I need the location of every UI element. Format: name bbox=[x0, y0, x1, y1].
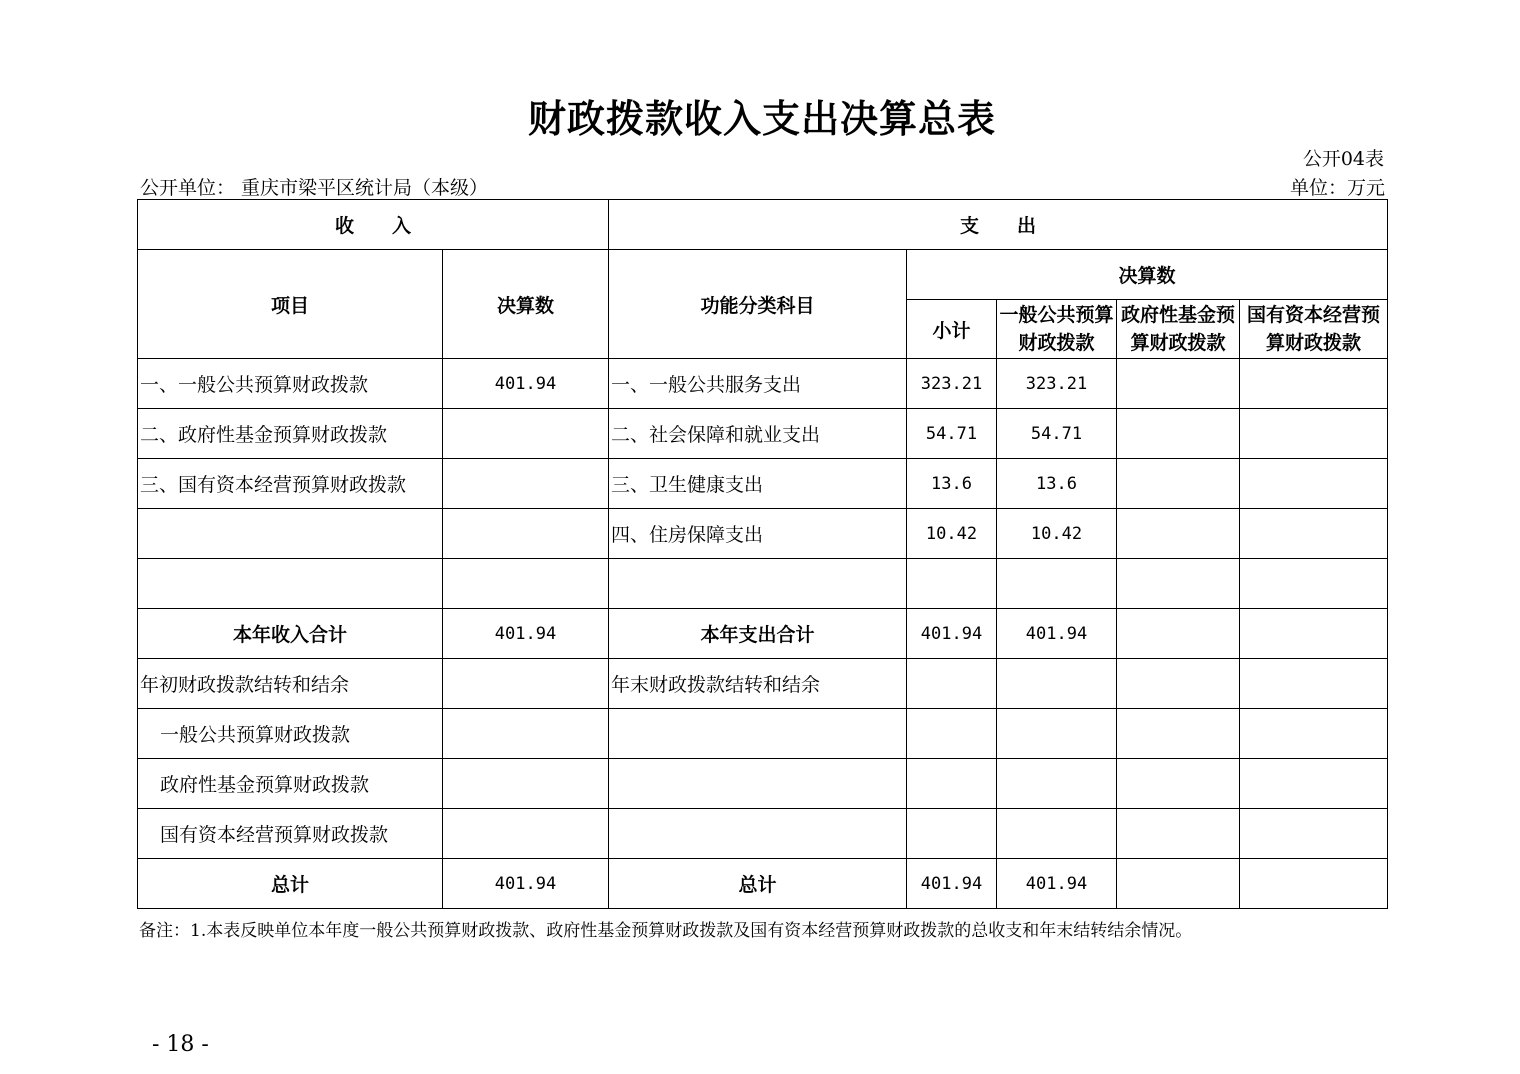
income-amount bbox=[443, 559, 609, 609]
form-number: 公开04表 bbox=[1302, 148, 1384, 170]
subtotal-value: 10.42 bbox=[907, 509, 997, 559]
expense-item: 总计 bbox=[609, 859, 907, 909]
income-item bbox=[138, 559, 443, 609]
reporting-unit: 公开单位： 重庆市梁平区统计局（本级） bbox=[140, 177, 489, 199]
table-row bbox=[138, 709, 1388, 759]
table-row bbox=[138, 659, 1388, 709]
capital-value bbox=[1240, 659, 1388, 709]
subtotal-value bbox=[907, 759, 997, 809]
fund-value bbox=[1117, 509, 1240, 559]
general-value bbox=[997, 709, 1117, 759]
function-category-header: 功能分类科目 bbox=[609, 250, 907, 359]
fund-value bbox=[1117, 559, 1240, 609]
table-row bbox=[138, 509, 1388, 559]
footnote: 备注：1.本表反映单位本年度一般公共预算财政拨款、政府性基金预算财政拨款及国有资本经营预算财政拨款的总收支和年末结转结余情况。 bbox=[139, 921, 1193, 941]
general-value bbox=[997, 759, 1117, 809]
capital-value bbox=[1240, 559, 1388, 609]
capital-value bbox=[1240, 859, 1388, 909]
subtotal-value bbox=[907, 709, 997, 759]
general-value bbox=[997, 659, 1117, 709]
fund-value bbox=[1117, 859, 1240, 909]
income-amount bbox=[443, 809, 609, 859]
income-item: 二、政府性基金预算财政拨款 bbox=[138, 409, 443, 459]
expense-item: 三、卫生健康支出 bbox=[609, 459, 907, 509]
fund-value bbox=[1117, 459, 1240, 509]
table-row bbox=[138, 409, 1388, 459]
income-amount: 401.94 bbox=[443, 859, 609, 909]
table-row bbox=[138, 609, 1388, 659]
capital-value bbox=[1240, 609, 1388, 659]
expense-header: 支 出 bbox=[609, 200, 1388, 250]
general-value: 401.94 bbox=[997, 859, 1117, 909]
general-value: 10.42 bbox=[997, 509, 1117, 559]
fund-value bbox=[1117, 359, 1240, 409]
general-value bbox=[997, 559, 1117, 609]
amount-group-header: 决算数 bbox=[907, 250, 1388, 300]
fund-value bbox=[1117, 709, 1240, 759]
income-amount bbox=[443, 459, 609, 509]
fund-value bbox=[1117, 609, 1240, 659]
general-value: 54.71 bbox=[997, 409, 1117, 459]
expense-item bbox=[609, 709, 907, 759]
general-value bbox=[997, 809, 1117, 859]
general-value: 13.6 bbox=[997, 459, 1117, 509]
table-row bbox=[138, 459, 1388, 509]
table-row bbox=[138, 859, 1388, 909]
page-title: 财政拨款收入支出决算总表 bbox=[527, 96, 996, 141]
subtotal-header: 小计 bbox=[907, 300, 997, 359]
capital-value bbox=[1240, 709, 1388, 759]
income-item bbox=[138, 509, 443, 559]
subtotal-value: 54.71 bbox=[907, 409, 997, 459]
fund-value bbox=[1117, 809, 1240, 859]
fund-value bbox=[1117, 409, 1240, 459]
general-value: 323.21 bbox=[997, 359, 1117, 409]
subtotal-value bbox=[907, 809, 997, 859]
income-amount: 401.94 bbox=[443, 609, 609, 659]
income-amount bbox=[443, 709, 609, 759]
page-number: - 18 - bbox=[152, 1032, 209, 1057]
income-item: 本年收入合计 bbox=[138, 609, 443, 659]
table-row bbox=[138, 559, 1388, 609]
table-row bbox=[138, 359, 1388, 409]
subtotal-value bbox=[907, 659, 997, 709]
fund-value bbox=[1117, 759, 1240, 809]
subtotal-value bbox=[907, 559, 997, 609]
capital-value bbox=[1240, 359, 1388, 409]
subtotal-value: 401.94 bbox=[907, 609, 997, 659]
gov-fund-header: 政府性基金预算财政拨款 bbox=[1117, 300, 1240, 359]
state-capital-header: 国有资本经营预算财政拨款 bbox=[1240, 300, 1388, 359]
table-row bbox=[138, 759, 1388, 809]
expense-item: 四、住房保障支出 bbox=[609, 509, 907, 559]
subtotal-value: 401.94 bbox=[907, 859, 997, 909]
amount-header: 决算数 bbox=[443, 250, 609, 359]
capital-value bbox=[1240, 759, 1388, 809]
income-item: 政府性基金预算财政拨款 bbox=[138, 759, 443, 809]
expense-item: 二、社会保障和就业支出 bbox=[609, 409, 907, 459]
expense-item bbox=[609, 809, 907, 859]
income-amount bbox=[443, 659, 609, 709]
general-budget-header: 一般公共预算财政拨款 bbox=[997, 300, 1117, 359]
capital-value bbox=[1240, 809, 1388, 859]
item-header: 项目 bbox=[138, 250, 443, 359]
income-header: 收 入 bbox=[138, 200, 609, 250]
expense-item: 一、一般公共服务支出 bbox=[609, 359, 907, 409]
income-amount: 401.94 bbox=[443, 359, 609, 409]
expense-item bbox=[609, 559, 907, 609]
income-item: 年初财政拨款结转和结余 bbox=[138, 659, 443, 709]
fiscal-allocation-table bbox=[137, 199, 1388, 909]
expense-item bbox=[609, 759, 907, 809]
income-amount bbox=[443, 759, 609, 809]
income-item: 一般公共预算财政拨款 bbox=[138, 709, 443, 759]
expense-item: 年末财政拨款结转和结余 bbox=[609, 659, 907, 709]
income-item: 国有资本经营预算财政拨款 bbox=[138, 809, 443, 859]
general-value: 401.94 bbox=[997, 609, 1117, 659]
meta-row bbox=[138, 173, 1387, 199]
subtotal-value: 323.21 bbox=[907, 359, 997, 409]
currency-unit: 单位：万元 bbox=[1289, 177, 1385, 199]
capital-value bbox=[1240, 509, 1388, 559]
income-item: 三、国有资本经营预算财政拨款 bbox=[138, 459, 443, 509]
capital-value bbox=[1240, 459, 1388, 509]
income-item: 一、一般公共预算财政拨款 bbox=[138, 359, 443, 409]
income-amount bbox=[443, 409, 609, 459]
income-item: 总计 bbox=[138, 859, 443, 909]
capital-value bbox=[1240, 409, 1388, 459]
income-amount bbox=[443, 509, 609, 559]
expense-item: 本年支出合计 bbox=[609, 609, 907, 659]
subtotal-value: 13.6 bbox=[907, 459, 997, 509]
fund-value bbox=[1117, 659, 1240, 709]
table-row bbox=[138, 809, 1388, 859]
